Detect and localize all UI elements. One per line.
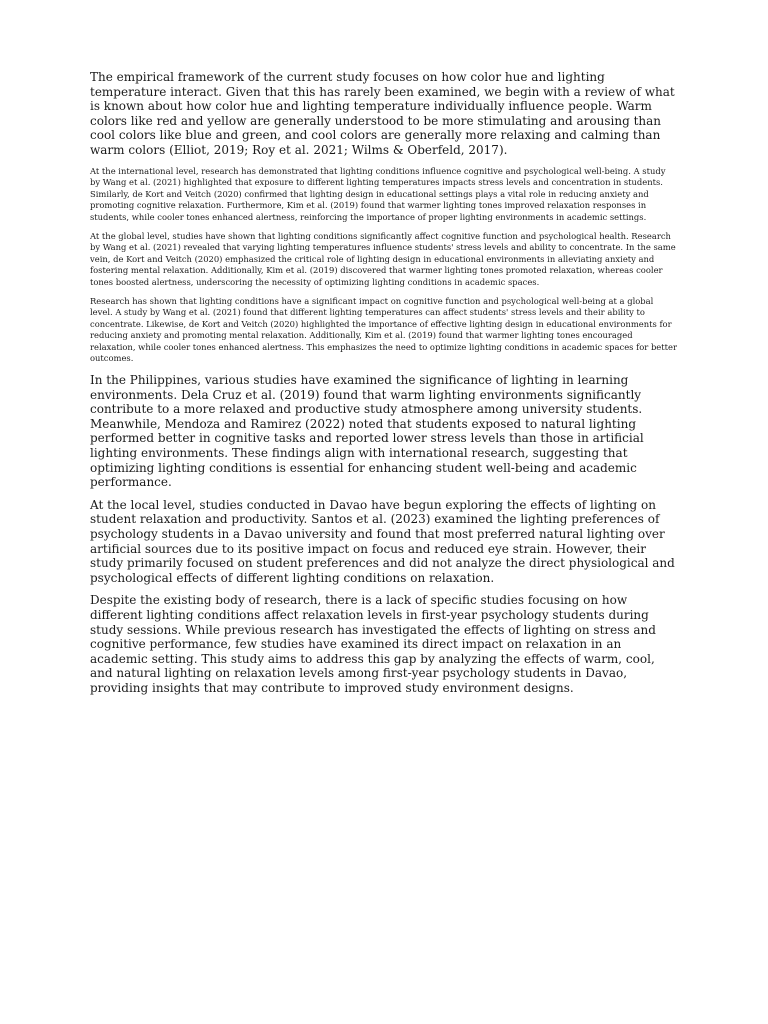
- paragraph-research-global: Research has shown that lighting conditions have a significant impact on cognitive function and psychological well-being at a global level. A study by Wang et al. (2021) found that different lighting temperatures can affect students' stress levels and their ability to concentrate. Likewise, de Kort and Veitch (2020) highlighted the importance of effective lighting design in educational environments for reducing anxiety and promoting mental relaxation. Additionally, Kim et al. (2019) found that warmer lighting tones encouraged relaxation, while cooler tones enhanced alertness. This emphasizes the need to optimize lighting conditions in academic spaces for better outcomes.: [90, 295, 677, 364]
- paragraph-empirical-framework: The empirical framework of the current study focuses on how color hue and lighting temperature interact. Given that this has rarely been examined, we begin with a review of what is known about how color hue and lighting temperature individually influence people. Warm colors like red and yellow are generally understood to be more stimulating and arousing than cool colors like blue and green, and cool colors are generally more relaxing and calming than warm colors (Elliot, 2019; Roy et al. 2021; Wilms & Oberfeld, 2017).: [90, 70, 675, 157]
- paragraph-research-gap: Despite the existing body of research, there is a lack of specific studies focusing on how different lighting conditions affect relaxation levels in first-year psychology students during study sessions. While previous research has investigated the effects of lighting on stress and cognitive performance, few studies have examined its direct impact on relaxation in an academic setting. This study aims to address this gap by analyzing the effects of warm, cool, and natural lighting on relaxation levels among first-year psychology students in Davao, providing insights that may contribute to improved study environment designs.: [90, 593, 656, 695]
- paragraph-philippines: In the Philippines, various studies have examined the significance of lighting in learning environments. Dela Cruz et al. (2019) found that warm lighting environments significantly contribute to a more relaxed and productive study atmosphere among university students. Meanwhile, Mendoza and Ramirez (2022) noted that students exposed to natural lighting performed better in cognitive tasks and reported lower stress levels than those in artificial lighting environments. These findings align with international research, suggesting that optimizing lighting conditions is essential for enhancing student well-being and academic performance.: [90, 373, 644, 490]
- paragraph-local-davao: At the local level, studies conducted in Davao have begun exploring the effects of lighting on student relaxation and productivity. Santos et al. (2023) examined the lighting preferences of psychology students in a Davao university and found that most preferred natural lighting over artificial sources due to its positive impact on focus and reduced eye strain. However, their study primarily focused on student preferences and did not analyze the direct physiological and psychological effects of different lighting conditions on relaxation.: [90, 497, 675, 585]
- document-page: [90, 70, 678, 704]
- paragraph-international-level: At the international level, research has demonstrated that lighting conditions influence cognitive and psychological well-being. A study by Wang et al. (2021) highlighted that exposure to different lighting temperatures impacts stress levels and concentration in students. Similarly, de Kort and Veitch (2020) confirmed that lighting design in educational settings plays a vital role in reducing anxiety and promoting cognitive relaxation. Furthermore, Kim et al. (2019) found that warmer lighting tones improved relaxation responses in students, while cooler tones enhanced alertness, reinforcing the importance of proper lighting environments in academic settings.: [90, 165, 666, 222]
- paragraph-global-level: At the global level, studies have shown that lighting conditions significantly affect cognitive function and psychological health. Research by Wang et al. (2021) revealed that varying lighting temperatures influence students' stress levels and ability to concentrate. In the same vein, de Kort and Veitch (2020) emphasized the critical role of lighting design in educational environments in alleviating anxiety and fostering mental relaxation. Additionally, Kim et al. (2019) discovered that warmer lighting tones promoted relaxation, whereas cooler tones boosted alertness, underscoring the necessity of optimizing lighting conditions in academic spaces.: [90, 230, 676, 287]
